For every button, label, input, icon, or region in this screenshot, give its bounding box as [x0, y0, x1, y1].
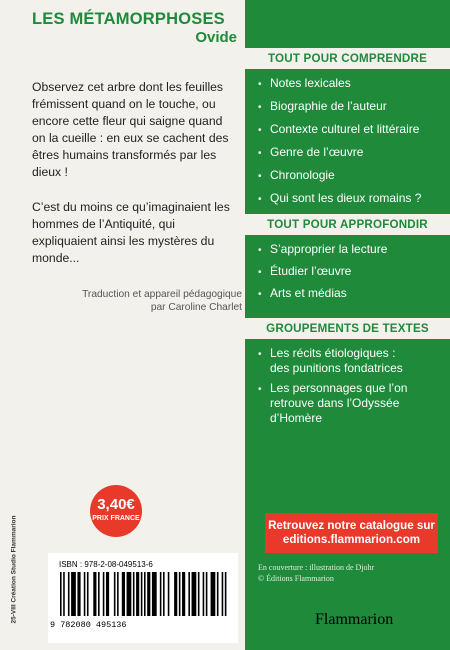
- section-list: [245, 76, 450, 214]
- bullet-icon: •: [258, 102, 262, 113]
- section-heading: GROUPEMENTS DE TEXTES: [245, 318, 450, 339]
- section-item-label: Contexte culturel et littéraire: [270, 122, 420, 136]
- section-heading: TOUT POUR APPROFONDIR: [245, 214, 450, 235]
- section-item: [245, 168, 450, 191]
- section-item: [245, 381, 450, 426]
- catalogue-banner: [265, 513, 438, 553]
- isbn-label: ISBN : 978-2-08-049513-6: [59, 560, 153, 569]
- section-item-label: Biographie de l’auteur: [270, 99, 387, 113]
- section-item-label: Genre de l’œuvre: [270, 145, 364, 159]
- bullet-icon: •: [258, 148, 262, 159]
- section-item: [245, 122, 450, 145]
- section-item-label: Arts et médias: [270, 286, 347, 300]
- bullet-icon: •: [258, 289, 262, 300]
- bullet-icon: •: [258, 267, 262, 278]
- price-value: 3,40€: [97, 496, 135, 513]
- cover-credit: [258, 562, 374, 584]
- section-groupements: [245, 318, 450, 431]
- section-item-label: Notes lexicales: [270, 76, 351, 90]
- section-list: [245, 242, 450, 308]
- cover-credit-line-1: En couverture : illustration de Djohr: [258, 563, 375, 572]
- section-approfondir: [245, 214, 450, 308]
- section-item-label: S’approprier la lecture: [270, 242, 388, 256]
- barcode-digits: 9 782080 495136: [50, 620, 127, 630]
- section-item: [245, 99, 450, 122]
- blurb-paragraph-1: [32, 79, 237, 181]
- bullet-icon: •: [258, 245, 262, 256]
- section-comprendre: [245, 48, 450, 214]
- section-heading: TOUT POUR COMPRENDRE: [245, 48, 450, 69]
- blurb-text-2: C’est du moins ce qu’imaginaient les hommes de l’Antiquité, qui expliquaient ainsi les mystères du monde...: [32, 200, 230, 265]
- price-badge: [90, 485, 142, 537]
- cover-credit-line-2: © Éditions Flammarion: [258, 574, 334, 583]
- book-author: Ovide: [195, 29, 237, 46]
- section-item-label: Les personnages que l’on retrouve dans l’Odyssée d’Homère: [270, 381, 408, 425]
- section-item: [245, 76, 450, 99]
- vertical-credit-text: 25-VIII Création Studio Flammarion: [10, 515, 18, 624]
- section-item: [245, 264, 450, 286]
- bullet-icon: •: [258, 194, 262, 205]
- translation-line-1: Traduction et appareil pédagogique: [82, 289, 242, 300]
- catalogue-line-2: editions.flammarion.com: [282, 533, 421, 546]
- vertical-credit: [6, 500, 18, 650]
- section-item: [245, 286, 450, 308]
- bullet-icon: •: [258, 79, 262, 90]
- section-item-label: Qui sont les dieux romains ?: [270, 191, 422, 205]
- bullet-icon: •: [258, 125, 262, 136]
- section-item-label: Chronologie: [270, 168, 335, 182]
- section-item: [245, 346, 450, 376]
- section-list: [245, 346, 450, 426]
- catalogue-line-1: Retrouvez notre catalogue sur: [268, 519, 435, 532]
- barcode-box: [48, 553, 238, 643]
- translation-credit: [32, 288, 242, 314]
- book-title: LES MÉTAMORPHOSES: [32, 10, 225, 28]
- section-item: [245, 242, 450, 264]
- section-item: [245, 191, 450, 214]
- blurb-paragraph-2: [32, 199, 237, 267]
- bullet-icon: •: [258, 384, 262, 395]
- barcode-icon: [60, 572, 228, 616]
- blurb-text-1: Observez cet arbre dont les feuilles frémissent quand on le touche, ou encore cette fleur qui saigne quand on la cueille : en eux se cachent des êtres humains transformés par les dieux !: [32, 80, 229, 179]
- section-item-label: Étudier l’œuvre: [270, 264, 352, 278]
- bullet-icon: •: [258, 349, 262, 360]
- section-item: [245, 145, 450, 168]
- publisher-logo: Flammarion: [315, 611, 394, 628]
- section-item-label: Les récits étiologiques : des punitions fondatrices: [270, 346, 403, 375]
- translation-line-2: par Caroline Charlet: [150, 302, 242, 313]
- price-label: PRIX FRANCE: [92, 515, 140, 522]
- bullet-icon: •: [258, 171, 262, 182]
